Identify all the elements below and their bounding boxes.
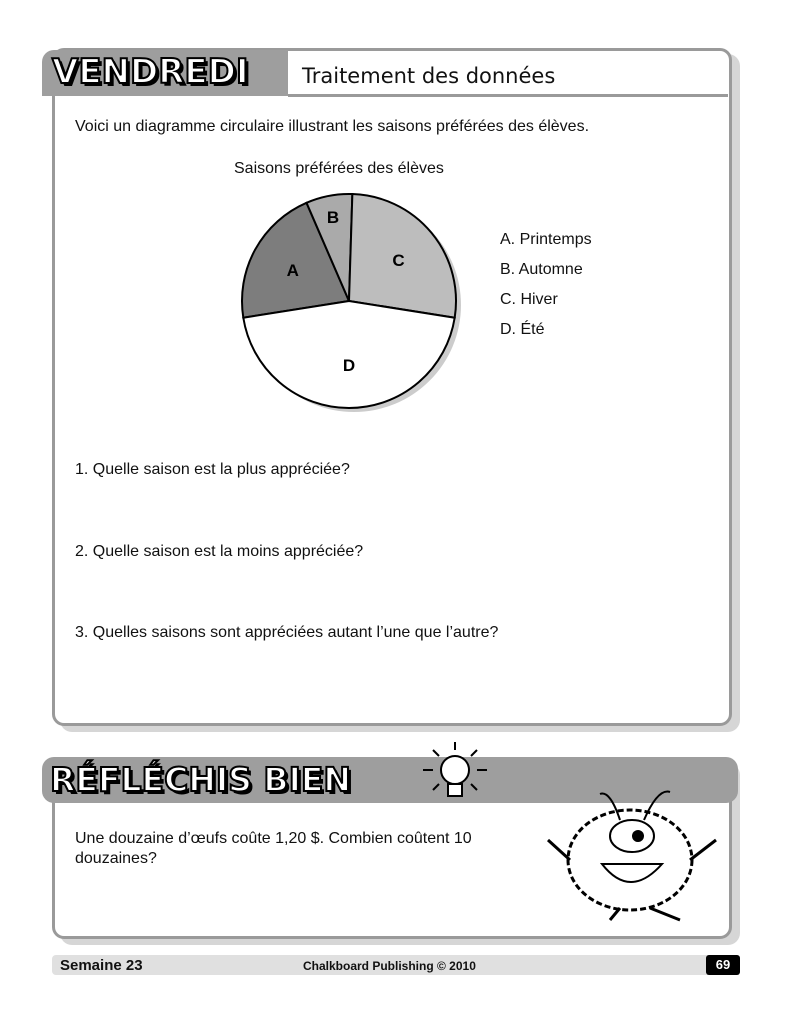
- pie-chart: [230, 180, 480, 420]
- chart-title: Saisons préférées des élèves: [234, 160, 444, 177]
- legend-item: B. Automne: [500, 261, 583, 278]
- section-subtitle: Traitement des données: [302, 64, 556, 88]
- pie-label-C: C: [392, 251, 405, 271]
- pie-label-D: D: [342, 356, 356, 376]
- pie-label-A: A: [286, 261, 299, 281]
- lightbulb-icon: [415, 738, 495, 818]
- question-1: 1. Quelle saison est la plus appréciée?: [75, 461, 350, 478]
- pie-slice-D: [243, 301, 454, 408]
- question-2: 2. Quelle saison est la moins appréciée?: [75, 543, 364, 560]
- intro-text: Voici un diagramme circulaire illustrant les saisons préférées des élèves.: [75, 118, 590, 135]
- footer-publisher: Chalkboard Publishing © 2010: [303, 959, 476, 973]
- legend-item: C. Hiver: [500, 291, 558, 308]
- think-title: RÉFLÉCHIS BIEN: [50, 760, 352, 799]
- pie-label-B: B: [326, 207, 340, 227]
- chart-legend: [500, 225, 592, 345]
- legend-item: A. Printemps: [500, 231, 592, 248]
- legend-item: D. Été: [500, 321, 545, 338]
- footer-week: Semaine 23: [60, 957, 143, 974]
- page-number: 69: [706, 955, 740, 975]
- header-divider: [288, 94, 728, 97]
- think-question: Une douzaine d’œufs coûte 1,20 $. Combien coûtent 10 douzaines?: [75, 830, 472, 867]
- question-3: 3. Quelles saisons sont appréciées autant l’une que l’autre?: [75, 624, 499, 641]
- monster-mascot-icon: [540, 780, 730, 930]
- day-title: VENDREDI: [52, 52, 249, 92]
